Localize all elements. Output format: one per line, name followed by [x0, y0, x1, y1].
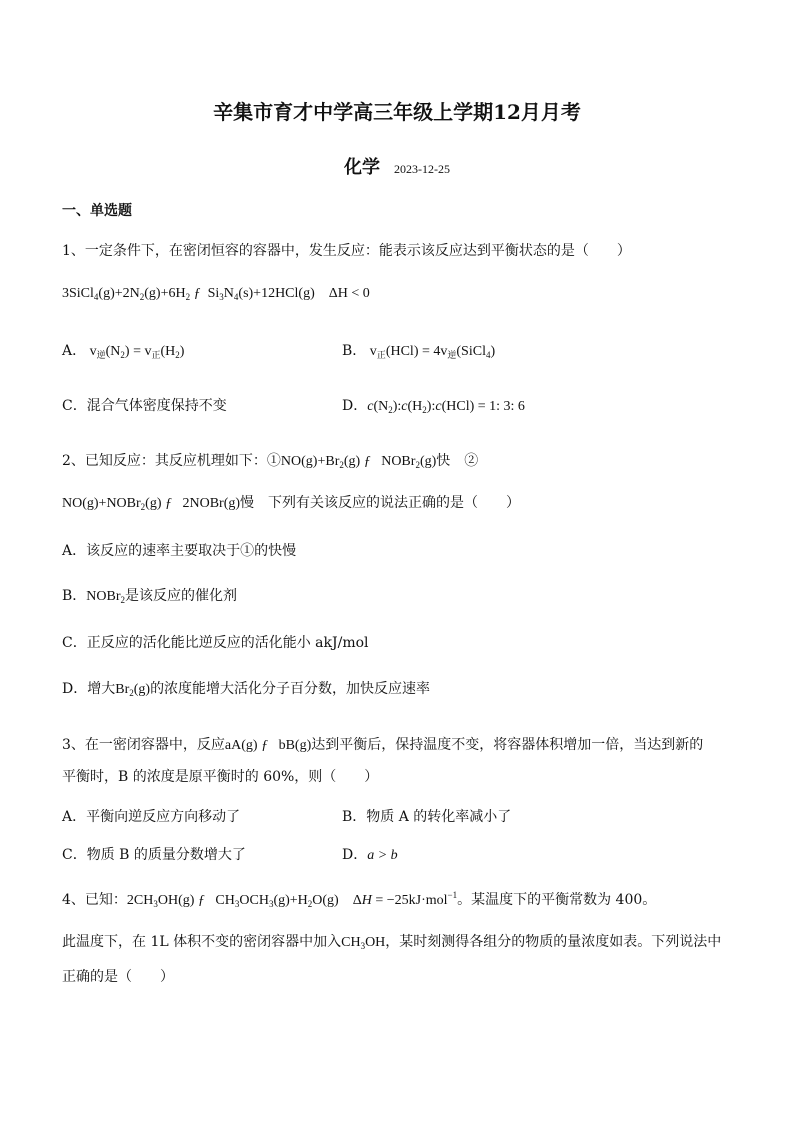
question-4-stem-line1: 4、已知：$2CH_3OH(g)$ ƒ $CH_3OCH_3(g)+H_2O(g)$ ΔH = −25kJ·mol$^{-1}$。某温度下的平衡常数为 400。 — [62, 890, 657, 909]
exam-title: 辛集市育才中学高三年级上学期12月月考 — [213, 100, 581, 124]
question-1-option-b: B． $v_正(HCl)$ = $4v_逆(SiCl_4)$ — [342, 343, 496, 360]
question-3-option-a: A．平衡向逆反应方向移动了 — [62, 809, 241, 825]
question-1-option-a: A． $v_逆(N_2) = v_正(H_2)$ — [62, 343, 185, 360]
question-4-stem-line3: 正确的是（ ） — [62, 969, 174, 985]
question-1-option-d: D．$c(N_2):c(H_2):c(HCl) = 1$: 3: 6 — [342, 398, 525, 415]
question-3-stem-line1: 3、在一密闭容器中，反应aA(g) ƒ bB(g)达到平衡后，保持温度不变，将容器体积增加一倍，当达到新的 — [62, 737, 704, 753]
question-1-stem: 1、一定条件下，在密闭恒容的容器中，发生反应：能表示该反应达到平衡状态的是（ ） — [62, 243, 631, 259]
question-2-stem-line1: 2、已知反应：其反应机理如下：$①NO(g)+Br_2(g)$ ƒ NOBr$_2$(g)快 ② — [62, 453, 479, 470]
question-4-stem-line2: 此温度下，在 1L 体积不变的密闭容器中加入$CH_3OH$，某时刻测得各组分的物质的量浓度如表。下列说法中 — [62, 934, 722, 951]
question-1-equation: $3SiCl_4(g)+2N_2(g)+6H_2$ ƒ $Si_3N_4(s)+12HCl(g)$ ΔH < 0 — [62, 286, 370, 302]
question-2-option-b: B．NOBr$_2$是该反应的催化剂 — [62, 588, 238, 605]
question-3-option-b: B．物质 A 的转化率减小了 — [342, 809, 512, 825]
question-3-stem-line2: 平衡时，B 的浓度是原平衡时的 60%，则（ ） — [62, 769, 379, 785]
question-3-option-c: C．物质 B 的质量分数增大了 — [62, 847, 246, 863]
question-2-option-d: D．增大$Br_2(g)$的浓度能增大活化分子百分数，加快反应速率 — [62, 681, 431, 698]
question-2-option-a: A．该反应的速率主要取决于①的快慢 — [62, 543, 297, 559]
exam-date: 2023-12-25 — [394, 162, 450, 176]
question-2-stem-line2: NO(g)+NOBr$_2$(g) ƒ 2NOBr(g)慢 下列有关该反应的说法正确的是（ ） — [62, 495, 521, 512]
subject-line — [0, 153, 794, 179]
subject-name: 化学 — [344, 157, 380, 178]
question-3-option-d: D．a > b — [342, 847, 398, 863]
question-2-option-c: C．正反应的活化能比逆反应的活化能小 akJ/mol — [62, 635, 369, 651]
section-heading: 一、单选题 — [62, 203, 132, 219]
question-1-option-c: C．混合气体密度保持不变 — [62, 398, 227, 414]
